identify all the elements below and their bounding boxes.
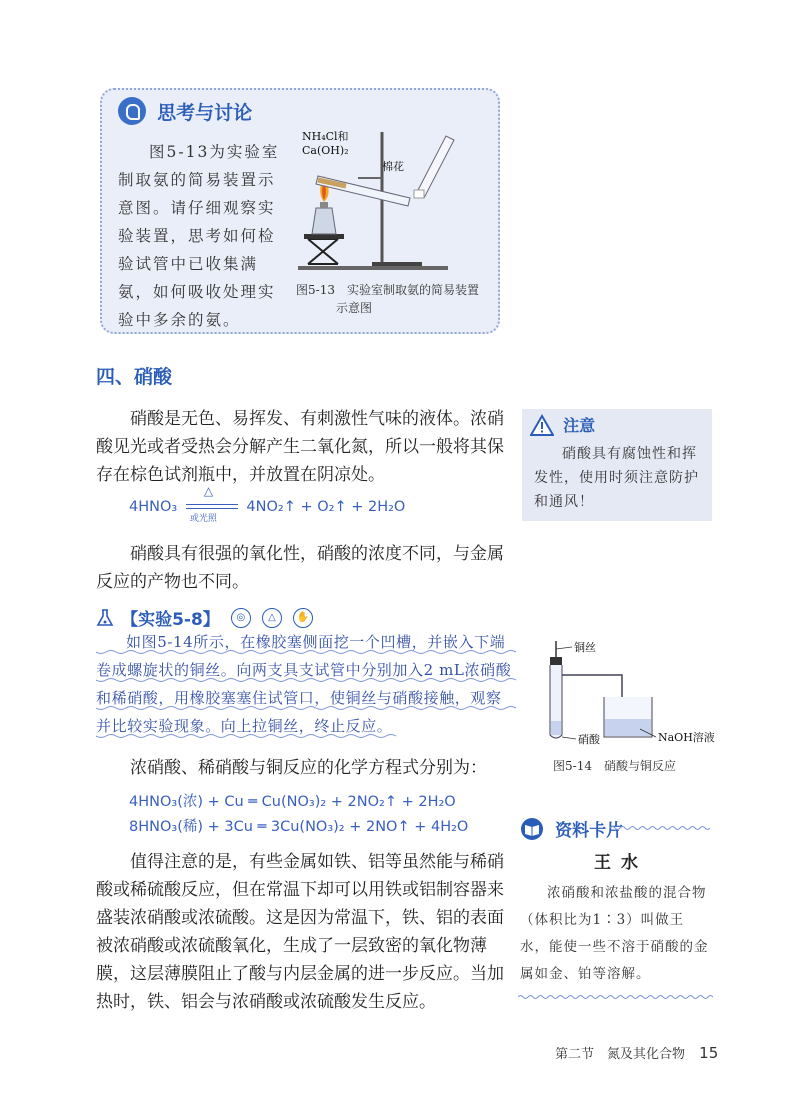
paragraph-passivation: 值得注意的是，有些金属如铁、铝等虽然能与稀硝酸或稀硫酸反应，但在常温下却可以用铁或铝制容器来盛装浓硝酸或浓硫酸。这是因为常温下，铁、铝的表面被浓硝酸或浓硫酸氧化，生成了一层致密的氧化物薄膜，这层薄膜阻止了酸与内层金属的进一步反应。当加热时，铁、铝会与浓硝酸或浓硫酸发生反应。 (96, 852, 504, 1012)
figure-5-13-caption (296, 281, 496, 317)
label-reagent-1: NH₄Cl和 (302, 130, 349, 143)
equation-dilute: 8HNO₃(稀) + 3Cu ═ 3Cu(NO₃)₂ + 2NO↑ + 4H₂O (129, 819, 469, 835)
figure-5-14-caption: 图5-14 硝酸与铜反应 (553, 759, 676, 773)
figure-5-13-caption-line1: 图5-13 实验室制取氨的简易装置 (296, 283, 479, 297)
flask-icon (96, 609, 114, 627)
aqua-regia-title: 王水 (594, 853, 648, 873)
caution-title: 注意 (563, 416, 596, 435)
label-cotton: 棉花 (382, 160, 404, 173)
eq1-right: 4NO₂↑ + O₂↑ + 2H₂O (246, 499, 406, 515)
info-card-header (518, 816, 623, 841)
label-naoh: NaOH溶液 (658, 731, 715, 744)
figure-5-13-caption-line2: 示意图 (336, 301, 373, 315)
hand-wash-icon: ✋ (293, 608, 313, 628)
caution-header (530, 413, 595, 436)
experiment-title: 【实验5-8】 (121, 610, 220, 630)
eq1-condition-top: △ (203, 484, 214, 498)
label-copper-wire: 铜丝 (574, 641, 596, 654)
copper-equations (129, 790, 468, 840)
page-number: 15 (699, 1044, 719, 1062)
label-reagent-2: Ca(OH)₂ (302, 144, 349, 157)
info-card-text: 浓硝酸和浓盐酸的混合物（体积比为1∶3）叫做王水，能使一些不溶于硝酸的金属如金、铂等溶解。 (520, 885, 709, 982)
info-card-title: 资料卡片 (555, 821, 624, 841)
think-discuss-text: 图5-13为实验室制取氨的简易装置示意图。请仔细观察实验装置，思考如何检验试管中已收集满氨，如何吸收处理实验中多余的氨。 (118, 143, 280, 329)
info-card-bottom-divider (518, 994, 713, 1000)
eq1-condition (186, 484, 238, 524)
equation-decomposition (129, 484, 406, 524)
caution-text: 硝酸具有腐蚀性和挥发性，使用时须注意防护和通风！ (534, 446, 699, 510)
page-footer (555, 1043, 718, 1062)
goggles-icon: ◎ (231, 608, 251, 628)
info-card-divider (610, 825, 710, 831)
caution-icon (530, 414, 554, 436)
warning-icon: △ (262, 608, 282, 628)
think-discuss-icon (118, 97, 146, 125)
paragraph-nitric-acid-properties: 硝酸是无色、易挥发、有刺激性气味的液体。浓硝酸见光或者受热会分解产生二氧化氮，所以一般将其保存在棕色试剂瓶中，并放置在阴凉处。 (96, 409, 504, 485)
paragraph-oxidizing: 硝酸具有很强的氧化性，硝酸的浓度不同，与金属反应的产物也不同。 (96, 544, 504, 592)
think-discuss-title: 思考与讨论 (157, 101, 253, 124)
book-icon (518, 817, 546, 841)
experiment-header (96, 605, 313, 630)
equation-concentrated: 4HNO₃(浓) + Cu ═ Cu(NO₃)₂ + 2NO₂↑ + 2H₂O (129, 794, 456, 810)
think-discuss-header (118, 97, 252, 125)
ammonia-apparatus-figure (298, 124, 488, 274)
section-heading: 四、硝酸 (96, 366, 173, 388)
label-nitric-acid: 硝酸 (578, 733, 600, 746)
experiment-text: 如图5-14所示，在橡胶塞侧面挖一个凹槽，并嵌入下端卷成螺旋状的铜丝。向两支具支试管中分别加入2 mL浓硝酸和稀硝酸，用橡胶塞塞住试管口，使铜丝与硝酸接触，观察并比较实验现象。向上拉铜丝，终止反应。 (96, 633, 512, 735)
eq1-condition-bottom: 或光照 (189, 514, 217, 524)
footer-section: 第二节 氮及其化合物 (555, 1047, 686, 1062)
paragraph-copper-reaction-intro: 浓硝酸、稀硝酸与铜反应的化学方程式分别为： (130, 758, 487, 778)
eq1-left: 4HNO₃ (129, 499, 178, 515)
copper-nitric-apparatus-figure (540, 637, 725, 747)
